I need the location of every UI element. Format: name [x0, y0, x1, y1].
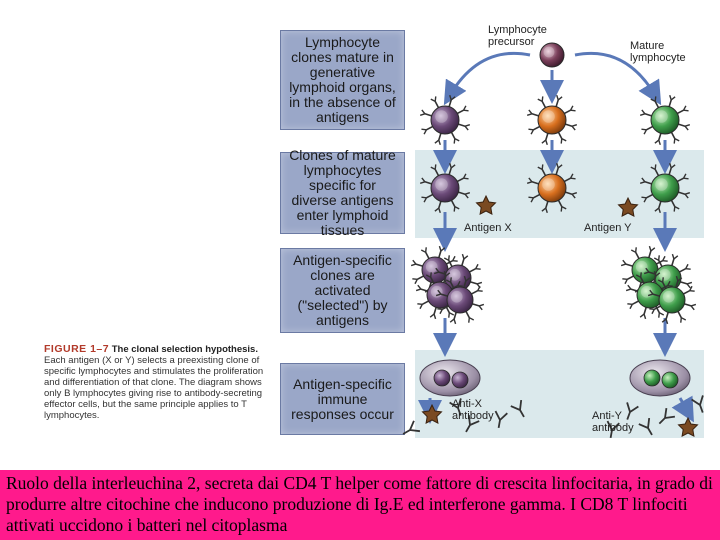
bottom-paragraph: Ruolo della interleuchina 2, secreta dai CD4 T helper come fattore di crescita linfocitaria, in grado di produrre altre citochine che inducono produzione di Ig.E ed interferone gamma. I CD8 T linfociti attivati uccidono i batteri nel citoplasma: [6, 473, 713, 535]
caption-body: Each antigen (X or Y) selects a preexisting clone of specific lymphocytes and stimulates the proliferation and differentiation of that clone. The diagram shows only B lymphocytes giving rise to antibody-secreting effector cells, but the same principle applies to T lymphocytes.: [44, 355, 264, 421]
antigen-y-bound: [679, 418, 698, 436]
anti-y-antibody: [655, 408, 675, 428]
stage-text: Antigen-specific immune responses occur: [291, 375, 394, 422]
stage-text: Clones of mature lymphocytes specific for diverse antigens enter lymphoid tissues: [289, 147, 396, 238]
stage-text: Antigen-specific clones are activated ("selected") by antigens: [293, 252, 392, 328]
mature-cell-green: [640, 95, 690, 145]
bottom-text-bar: [0, 470, 720, 540]
figure-caption: [44, 344, 266, 421]
tissue-cell-orange: [527, 163, 577, 213]
effector-cell-purple: [420, 360, 480, 396]
label-anti-x-antibody: Anti-X antibody: [452, 398, 494, 422]
label-anti-y-antibody: Anti-Y antibody: [592, 410, 634, 434]
antibody-shapes: [400, 395, 708, 439]
label-antigen-y: Antigen Y: [584, 222, 632, 234]
stage-text: Lymphocyte clones mature in generative lymphoid organs, in the absence of antigens: [289, 34, 396, 125]
label-lymphocyte-precursor: Lymphocyte precursor: [488, 24, 547, 48]
arrow-row4-right: [680, 398, 688, 412]
antigen-x-bound: [423, 405, 442, 423]
caption-title: FIGURE 1–7: [44, 343, 110, 355]
effector-cell-green: [630, 360, 690, 396]
caption-heading: The clonal selection hypothesis.: [111, 344, 258, 355]
mature-cell-purple: [420, 95, 470, 145]
lymphocyte-cells: [411, 43, 696, 396]
label-mature-lymphocyte: Mature lymphocyte: [630, 40, 686, 64]
arrow-precursor-left: [450, 53, 530, 95]
tissue-cell-green: [640, 163, 690, 213]
anti-y-antibody: [692, 395, 709, 414]
antigen-x-shape: [477, 196, 496, 214]
mature-cell-orange: [527, 95, 577, 145]
anti-x-antibody: [511, 400, 529, 420]
antigen-y-shape: [619, 198, 638, 216]
label-antigen-x: Antigen X: [464, 222, 512, 234]
anti-x-antibody: [400, 421, 420, 439]
tissue-cell-purple: [420, 163, 470, 213]
